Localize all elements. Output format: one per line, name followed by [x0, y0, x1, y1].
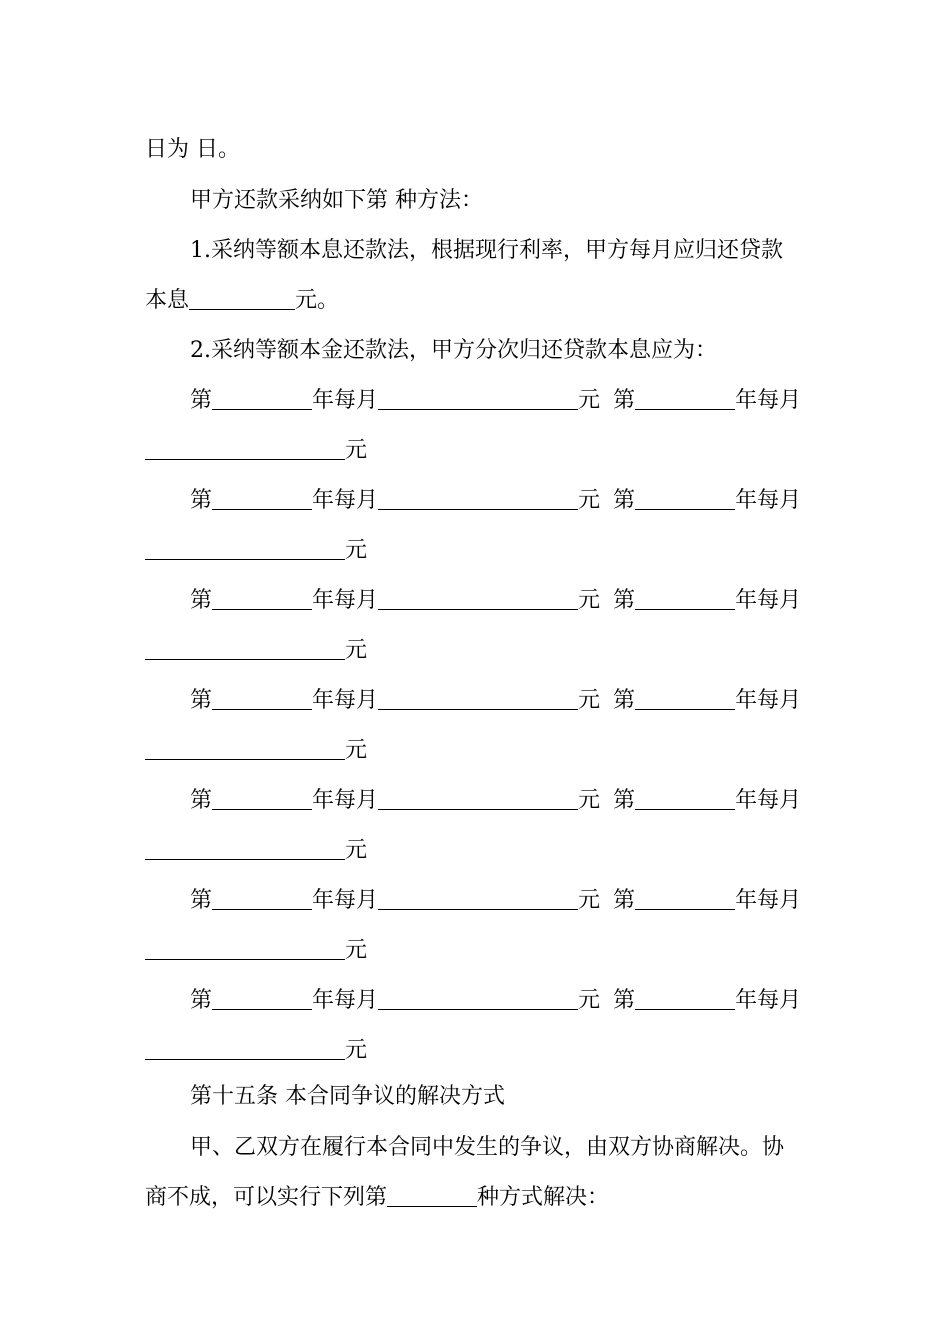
schedule-row-cont [145, 836, 367, 866]
blank-monthly-payment[interactable] [378, 487, 578, 510]
label-yuan: 元 [345, 438, 368, 463]
schedule-row-cont [145, 736, 367, 766]
blank-year-number[interactable] [212, 387, 312, 410]
blank-monthly-payment[interactable] [378, 687, 578, 710]
schedule-row [190, 386, 801, 416]
schedule-row-cont [145, 436, 367, 466]
label-yuan: 元 [345, 538, 368, 563]
blank-monthly-payment[interactable] [378, 987, 578, 1010]
label-di: 第 [613, 888, 636, 913]
blank-year-number[interactable] [635, 387, 735, 410]
schedule-row [190, 786, 801, 816]
blank-year-number[interactable] [635, 587, 735, 610]
label-di: 第 [190, 388, 213, 413]
schedule-row [190, 986, 801, 1016]
label-yuan: 元 [345, 838, 368, 863]
blank-dispute-method[interactable] [387, 1184, 477, 1207]
schedule-row-cont [145, 1036, 367, 1066]
label-yuan: 元 [578, 488, 601, 513]
label-di: 第 [613, 788, 636, 813]
schedule-row-cont [145, 636, 367, 666]
label-di: 第 [613, 988, 636, 1013]
label-yuan: 元 [345, 938, 368, 963]
label-year-month: 年每月 [312, 388, 379, 413]
label-di: 第 [190, 588, 213, 613]
label-di: 第 [190, 688, 213, 713]
label-di: 第 [190, 988, 213, 1013]
label-yuan: 元 [578, 888, 601, 913]
schedule-row-cont [145, 536, 367, 566]
label-year-month: 年每月 [312, 988, 379, 1013]
label-year-month: 年每月 [735, 688, 802, 713]
label-yuan: 元 [345, 1038, 368, 1063]
schedule-row [190, 486, 801, 516]
label-dispute-option: 商不成，可以实行下列第 [145, 1185, 388, 1210]
label-yuan: 元 [578, 588, 601, 613]
label-dispute-option-suffix: 种方式解决： [477, 1185, 610, 1210]
label-year-month: 年每月 [735, 388, 802, 413]
blank-year-number[interactable] [212, 487, 312, 510]
label-yuan: 元 [578, 388, 601, 413]
blank-monthly-payment[interactable] [378, 787, 578, 810]
blank-year-number[interactable] [635, 487, 735, 510]
article-15-paragraph-cont [145, 1183, 609, 1213]
label-principal-interest: 本息 [145, 288, 190, 313]
blank-monthly-payment[interactable] [145, 1037, 345, 1060]
label-di: 第 [613, 388, 636, 413]
label-yuan: 元 [578, 688, 601, 713]
blank-monthly-payment[interactable] [378, 587, 578, 610]
blank-monthly-amount[interactable] [189, 287, 295, 310]
schedule-row [190, 586, 801, 616]
label-yuan: 元 [578, 988, 601, 1013]
blank-monthly-payment[interactable] [145, 537, 345, 560]
blank-year-number[interactable] [635, 787, 735, 810]
blank-monthly-payment[interactable] [145, 837, 345, 860]
article-15-paragraph: 甲、乙双方在履行本合同中发生的争议，由双方协商解决。协 [190, 1135, 785, 1160]
label-di: 第 [613, 688, 636, 713]
label-year-month: 年每月 [312, 588, 379, 613]
label-year-month: 年每月 [735, 788, 802, 813]
blank-year-number[interactable] [635, 887, 735, 910]
paragraph-method-1: 1.采纳等额本息还款法，根据现行利率，甲方每月应归还贷款 [190, 238, 783, 263]
blank-year-number[interactable] [212, 787, 312, 810]
label-di: 第 [613, 488, 636, 513]
blank-monthly-payment[interactable] [145, 937, 345, 960]
label-di: 第 [190, 488, 213, 513]
blank-monthly-payment[interactable] [145, 437, 345, 460]
blank-year-number[interactable] [212, 887, 312, 910]
label-year-month: 年每月 [312, 788, 379, 813]
blank-year-number[interactable] [635, 987, 735, 1010]
schedule-row [190, 886, 801, 916]
paragraph-method-1-amount [145, 286, 339, 316]
blank-year-number[interactable] [212, 587, 312, 610]
label-di: 第 [613, 588, 636, 613]
label-year-month: 年每月 [735, 988, 802, 1013]
article-15-title: 第十五条 本合同争议的解决方式 [190, 1084, 505, 1109]
label-year-month: 年每月 [735, 488, 802, 513]
blank-monthly-payment[interactable] [378, 887, 578, 910]
blank-monthly-payment[interactable] [378, 387, 578, 410]
label-year-month: 年每月 [312, 688, 379, 713]
label-yuan: 元。 [295, 288, 340, 313]
label-yuan: 元 [578, 788, 601, 813]
label-yuan: 元 [345, 738, 368, 763]
paragraph-date-line: 日为 日。 [145, 137, 240, 162]
label-year-month: 年每月 [735, 888, 802, 913]
blank-monthly-payment[interactable] [145, 737, 345, 760]
paragraph-method-2: 2.采纳等额本金还款法，甲方分次归还贷款本息应为： [190, 338, 717, 363]
schedule-row [190, 686, 801, 716]
schedule-row-cont [145, 936, 367, 966]
label-yuan: 元 [345, 638, 368, 663]
blank-year-number[interactable] [212, 987, 312, 1010]
label-year-month: 年每月 [312, 488, 379, 513]
label-year-month: 年每月 [735, 588, 802, 613]
label-year-month: 年每月 [312, 888, 379, 913]
blank-monthly-payment[interactable] [145, 637, 345, 660]
blank-year-number[interactable] [212, 687, 312, 710]
label-di: 第 [190, 788, 213, 813]
blank-year-number[interactable] [635, 687, 735, 710]
paragraph-repayment-method: 甲方还款采纳如下第 种方法： [190, 188, 483, 213]
label-di: 第 [190, 888, 213, 913]
